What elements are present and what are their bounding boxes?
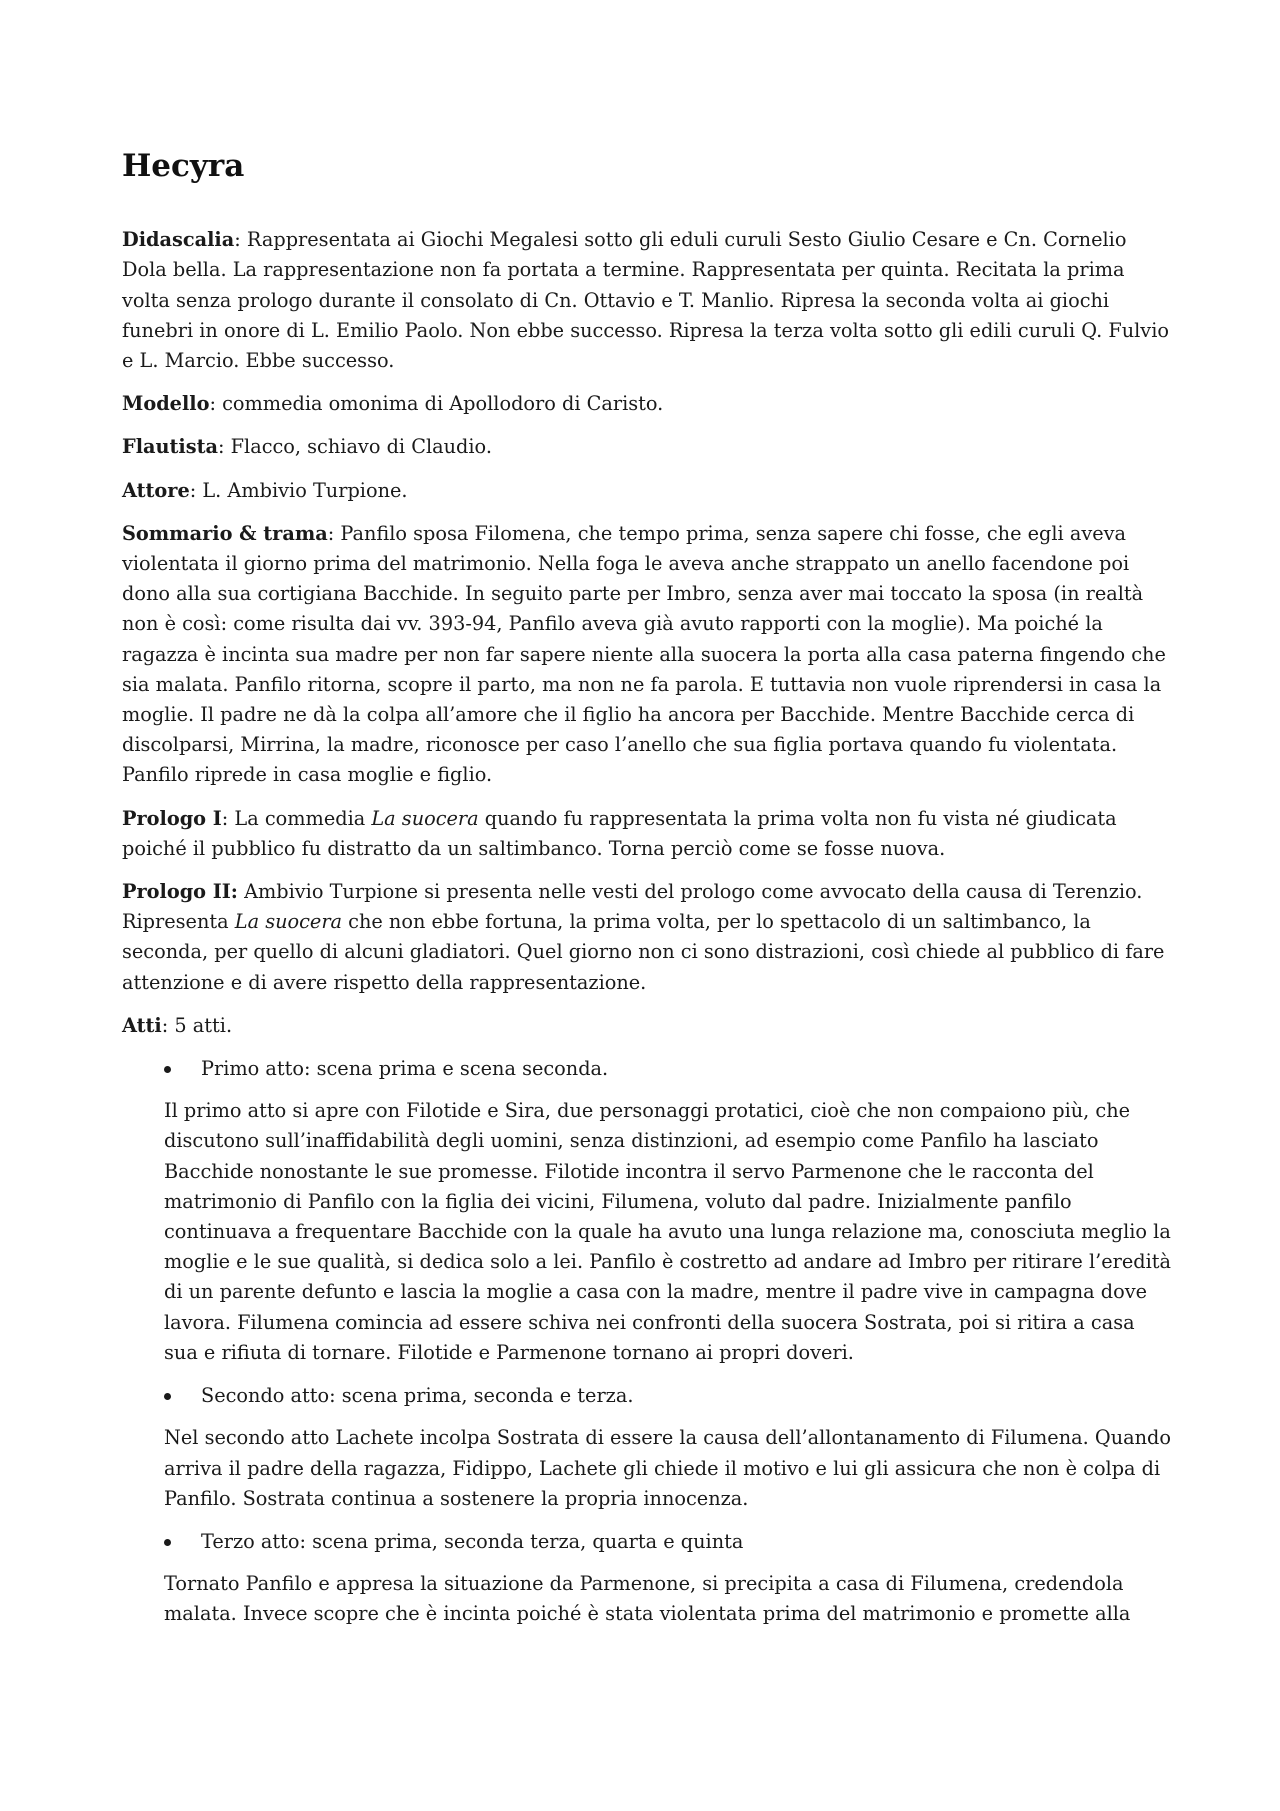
paragraph-modello	[122, 389, 1172, 419]
label-prologo-1: Prologo I	[122, 806, 222, 830]
separator: :	[209, 392, 223, 416]
separator: :	[161, 1013, 175, 1037]
text-prologo-1-after: quando fu rappresentata la prima volta non fu vista né giudicata poiché il pubblico fu distratto da un saltimbanco. Torna perciò come se fosse nuova.	[122, 806, 1117, 860]
act-list-3	[164, 1527, 1172, 1557]
text-modello: commedia omonima di Apollodoro di Caristo.	[222, 392, 664, 416]
act-list-1	[164, 1054, 1172, 1084]
list-item	[164, 1527, 1172, 1557]
separator: :	[189, 478, 203, 502]
text-prologo-1-before: La commedia	[234, 806, 372, 830]
paragraph-didascalia	[122, 225, 1172, 376]
separator: :	[218, 435, 231, 459]
text-prologo-2-before: Ambivio Turpione si presenta nelle vesti del prologo come avvocato della causa di Terenzio. Ripresenta	[122, 880, 1143, 934]
document-title: Hecyra	[122, 148, 245, 184]
text-sommario: Panfilo sposa Filomena, che tempo prima, senza sapere chi fosse, che egli aveva violentata il giorno prima del matrimonio. Nella foga le aveva anche strappato un anello facendone poi dono alla sua cortigiana Bacchide. In seguito parte per Imbro, senza aver mai toccato la sposa (in realtà non è così: come risulta dai vv. 393-94, Panfilo aveva già avuto rapporti con la moglie). Ma poiché la ragazza è incinta sua madre per non far sapere niente alla suocera la porta alla casa paterna fingendo che sia malata. Panfilo ritorna, scopre il parto, ma non ne fa parola. E tuttavia non vuole riprendersi in casa la moglie. Il padre ne dà la colpa all’amore che il figlio ha ancora per Bacchide. Mentre Bacchide cerca di discolparsi, Mirrina, la madre, riconosce per caso l’anello che sua figlia portava quando fu violentata. Panfilo riprede in casa moglie e figlio.	[122, 521, 1166, 787]
label-attore: Attore	[122, 478, 190, 502]
text-prologo-2-after: che non ebbe fortuna, la prima volta, per lo spettacolo di un saltimbanco, la seconda, per quello di alcuni gladiatori. Quel giorno non ci sono distrazioni, così chiede al pubblico di fare attenzione e di avere rispetto della rappresentazione.	[122, 910, 1165, 994]
list-item	[164, 1381, 1172, 1411]
paragraph-atti	[122, 1011, 1172, 1041]
document-content	[122, 148, 1172, 1643]
text-flautista: Flacco, schiavo di Claudio.	[230, 435, 492, 459]
separator: :	[327, 521, 341, 545]
label-atti: Atti	[122, 1013, 162, 1037]
list-item	[164, 1054, 1172, 1084]
label-flautista: Flautista	[122, 435, 219, 459]
act-description: Il primo atto si apre con Filotide e Sira, due personaggi protatici, cioè che non compaiono più, che discutono sull’inaffidabilità degli uomini, senza distinzioni, ad esempio come Panfilo ha lasciato Bacchide nonostante le sue promesse. Filotide incontra il servo Parmenone che le racconta del matrimonio di Panfilo con la figlia dei vicini, Filumena, voluto dal padre. Inizialmente panfilo continuava a frequentare Bacchide con la quale ha avuto una lunga relazione ma, conosciuta meglio la moglie e le sue qualità, si dedica solo a lei. Panfilo è costretto ad andare ad Imbro per ritirare l’eredità di un parente defunto e lascia la moglie a casa con la madre, mentre il padre vive in campagna dove lavora. Filumena comincia ad essere schiva nei confronti della suocera Sostrata, poi si ritira a casa sua e rifiuta di tornare. Filotide e Parmenone tornano ai propri doveri.	[164, 1099, 1172, 1364]
paragraph-flautista	[122, 432, 1172, 462]
text-attore: L. Ambivio Turpione.	[202, 478, 408, 502]
label-modello: Modello	[122, 392, 210, 416]
separator: :	[234, 228, 247, 252]
act-description: Tornato Panfilo e appresa la situazione da Parmenone, si precipita a casa di Filumena, credendola malata. Invece scopre che è incinta poiché è stata violentata prima del matrimonio e promette alla	[164, 1572, 1131, 1626]
label-prologo-2: Prologo II:	[122, 880, 238, 904]
bullet-icon	[164, 1066, 171, 1073]
separator: :	[221, 806, 235, 830]
bullet-icon	[164, 1393, 171, 1400]
title-italic: La suocera	[371, 806, 479, 830]
paragraph-sommario	[122, 519, 1172, 791]
act-bullet-text: Terzo atto: scena prima, seconda terza, quarta e quinta	[201, 1529, 744, 1553]
label-didascalia: Didascalia	[122, 228, 235, 252]
bullet-icon	[164, 1539, 171, 1546]
text-atti: 5 atti.	[174, 1013, 233, 1037]
act-list-2	[164, 1381, 1172, 1411]
act-bullet-text: Secondo atto: scena prima, seconda e terza.	[201, 1384, 634, 1408]
label-sommario: Sommario & trama	[122, 521, 328, 545]
paragraph-prologo-1	[122, 804, 1172, 864]
paragraph-attore	[122, 476, 1172, 506]
paragraph-prologo-2	[122, 877, 1172, 998]
act-bullet-text: Primo atto: scena prima e scena seconda.	[201, 1057, 609, 1081]
title-italic: La suocera	[234, 910, 343, 934]
act-description: Nel secondo atto Lachete incolpa Sostrata di essere la causa dell’allontanamento di Filumena. Quando arriva il padre della ragazza, Fidippo, Lachete gli chiede il motivo e lui gli assicura che non è colpa di Panfilo. Sostrata continua a sostenere la propria innocenza.	[164, 1426, 1171, 1510]
text-didascalia: Rappresentata ai Giochi Megalesi sotto gli eduli curuli Sesto Giulio Cesare e Cn. Cornelio Dola bella. La rappresentazione non fa portata a termine. Rappresentata per quinta. Recitata la prima volta senza prologo durante il consolato di Cn. Ottavio e T. Manlio. Ripresa la seconda volta ai giochi funebri in onore di L. Emilio Paolo. Non ebbe successo. Ripresa la terza volta sotto gli edili curuli Q. Fulvio e L. Marcio. Ebbe successo.	[122, 228, 1169, 372]
